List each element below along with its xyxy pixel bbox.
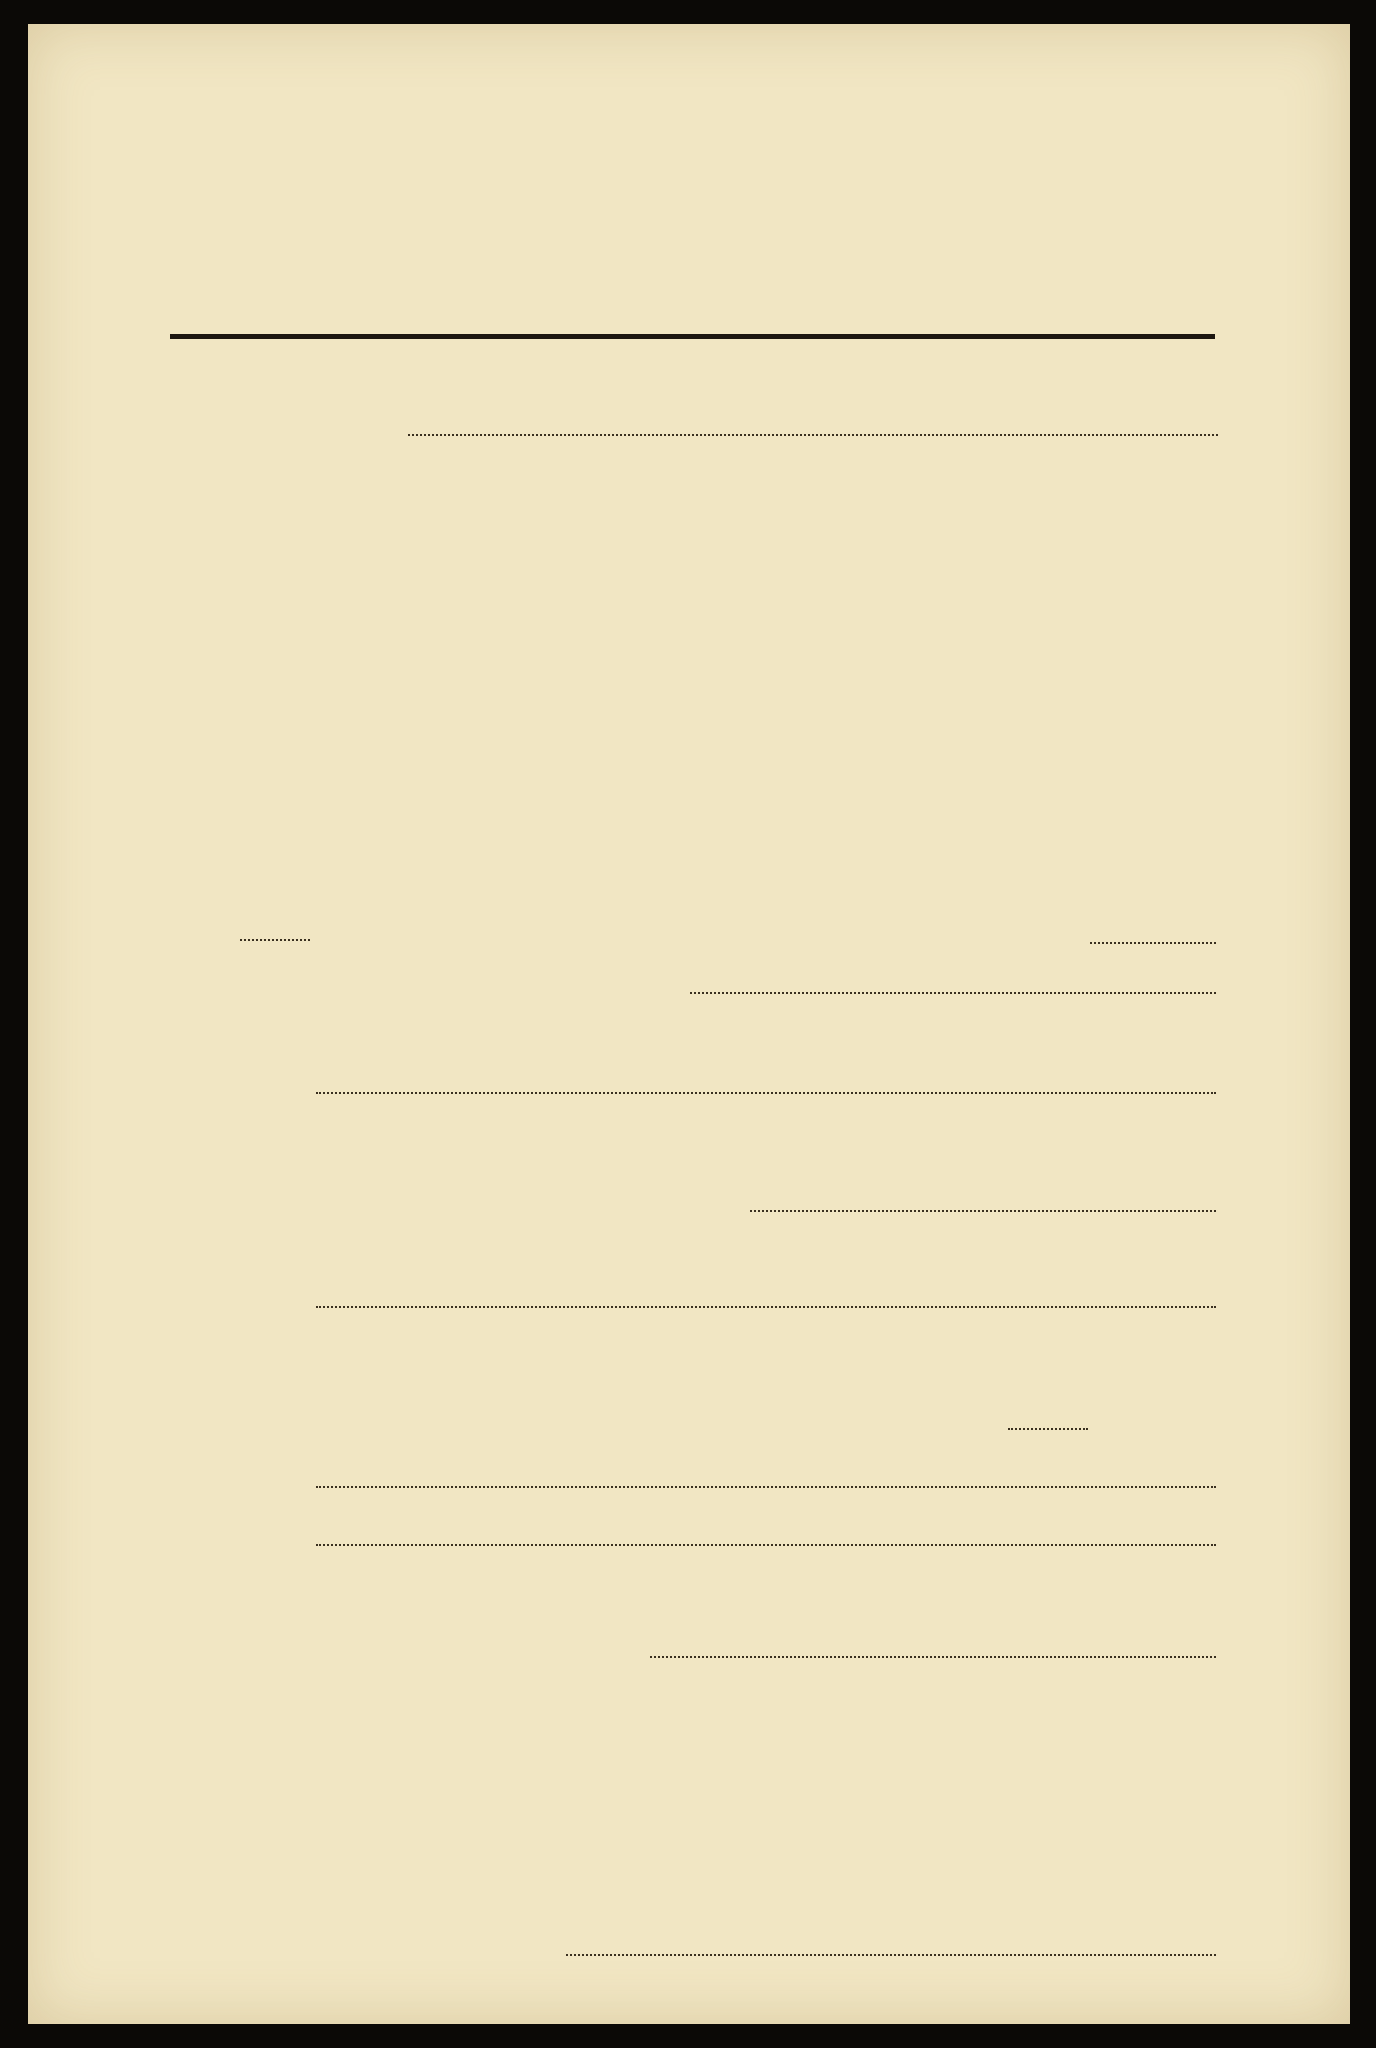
item-6-dotted-line (1090, 942, 1216, 944)
item-11-dotted-line (650, 1656, 1216, 1658)
kreds-line (262, 272, 342, 316)
item-10-dotted-line-3 (316, 1544, 1216, 1546)
herred-line (160, 198, 231, 249)
item-7-dotted-line-2 (316, 1092, 1216, 1094)
census-form-sheet (28, 24, 1350, 2024)
item-14-dotted-line (566, 1954, 1216, 1956)
item-7-dotted-line (690, 992, 1216, 994)
item-1-dotted-line (408, 434, 1218, 436)
item-10-dotted-line-2 (316, 1486, 1216, 1488)
item-10-dotted-line (1008, 1428, 1088, 1430)
item-9-dotted-line (316, 1306, 1216, 1308)
item-6-line1 (240, 910, 310, 952)
item-8-dotted-line (750, 1210, 1216, 1212)
header-divider (170, 334, 1215, 339)
